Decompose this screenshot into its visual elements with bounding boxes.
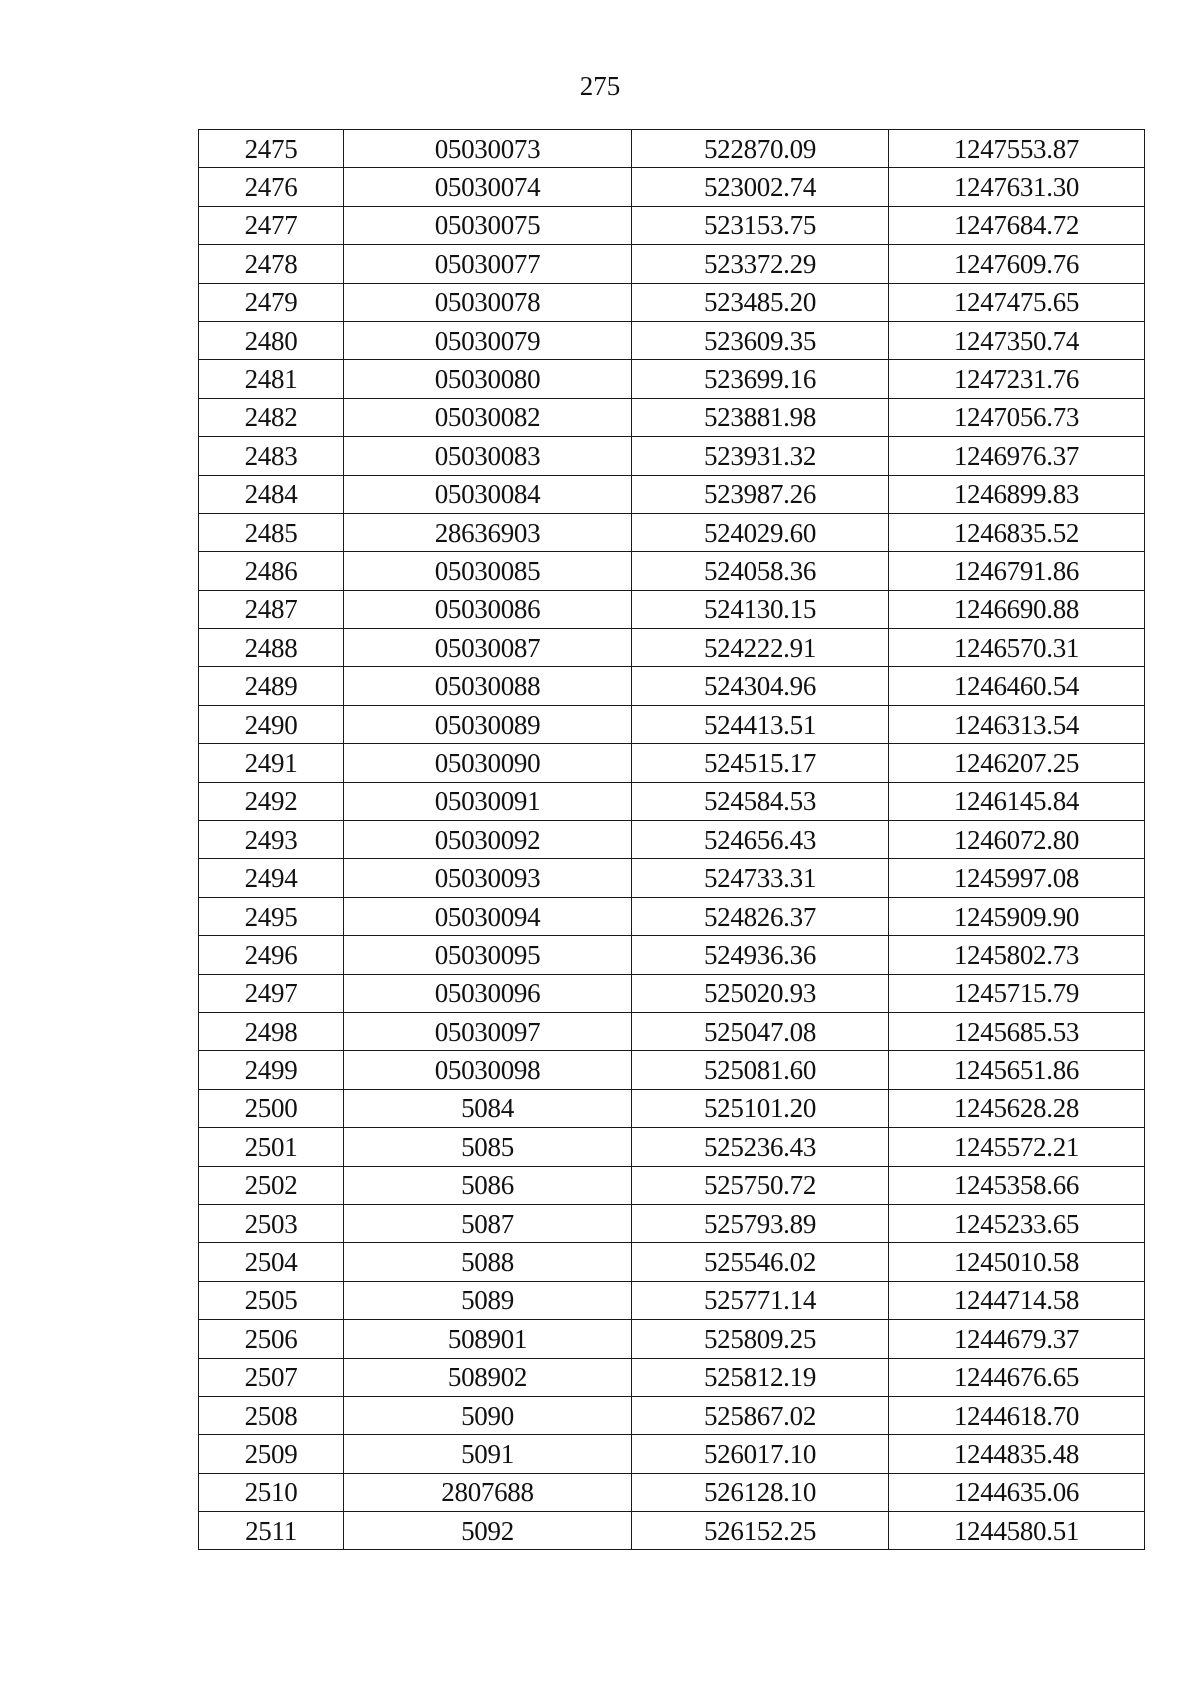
row-number-cell: 2502 bbox=[199, 1166, 344, 1204]
x-coordinate-cell: 525236.43 bbox=[632, 1128, 889, 1166]
y-coordinate-cell: 1247553.87 bbox=[889, 130, 1145, 168]
point-id-cell: 05030074 bbox=[344, 168, 632, 206]
x-coordinate-cell: 524515.17 bbox=[632, 744, 889, 782]
point-id-cell: 05030098 bbox=[344, 1051, 632, 1089]
row-number-cell: 2510 bbox=[199, 1473, 344, 1511]
x-coordinate-cell: 525546.02 bbox=[632, 1243, 889, 1281]
y-coordinate-cell: 1245651.86 bbox=[889, 1051, 1145, 1089]
table-row bbox=[199, 667, 1145, 705]
point-id-cell: 05030089 bbox=[344, 705, 632, 743]
table-row bbox=[199, 1281, 1145, 1319]
row-number-cell: 2509 bbox=[199, 1435, 344, 1473]
y-coordinate-cell: 1245715.79 bbox=[889, 974, 1145, 1012]
y-coordinate-cell: 1245628.28 bbox=[889, 1089, 1145, 1127]
x-coordinate-cell: 523931.32 bbox=[632, 437, 889, 475]
table-row bbox=[199, 245, 1145, 283]
point-id-cell: 5088 bbox=[344, 1243, 632, 1281]
row-number-cell: 2479 bbox=[199, 283, 344, 321]
y-coordinate-cell: 1245909.90 bbox=[889, 897, 1145, 935]
table-row bbox=[199, 552, 1145, 590]
x-coordinate-cell: 524304.96 bbox=[632, 667, 889, 705]
table-row bbox=[199, 398, 1145, 436]
point-id-cell: 5089 bbox=[344, 1281, 632, 1319]
x-coordinate-cell: 525812.19 bbox=[632, 1358, 889, 1396]
y-coordinate-cell: 1245010.58 bbox=[889, 1243, 1145, 1281]
point-id-cell: 05030093 bbox=[344, 859, 632, 897]
row-number-cell: 2500 bbox=[199, 1089, 344, 1127]
table-row bbox=[199, 513, 1145, 551]
row-number-cell: 2478 bbox=[199, 245, 344, 283]
table-row bbox=[199, 1204, 1145, 1242]
table-row bbox=[199, 283, 1145, 321]
y-coordinate-cell: 1246690.88 bbox=[889, 590, 1145, 628]
point-id-cell: 05030082 bbox=[344, 398, 632, 436]
y-coordinate-cell: 1245233.65 bbox=[889, 1204, 1145, 1242]
table-row bbox=[199, 782, 1145, 820]
x-coordinate-cell: 523881.98 bbox=[632, 398, 889, 436]
table-row bbox=[199, 1396, 1145, 1434]
table-row bbox=[199, 859, 1145, 897]
x-coordinate-cell: 525809.25 bbox=[632, 1320, 889, 1358]
point-id-cell: 508901 bbox=[344, 1320, 632, 1358]
x-coordinate-cell: 523002.74 bbox=[632, 168, 889, 206]
table-row bbox=[199, 437, 1145, 475]
y-coordinate-cell: 1247231.76 bbox=[889, 360, 1145, 398]
table-row bbox=[199, 1512, 1145, 1550]
y-coordinate-cell: 1246460.54 bbox=[889, 667, 1145, 705]
table-row bbox=[199, 821, 1145, 859]
page-number: 275 bbox=[579, 71, 621, 101]
row-number-cell: 2497 bbox=[199, 974, 344, 1012]
row-number-cell: 2476 bbox=[199, 168, 344, 206]
point-id-cell: 05030078 bbox=[344, 283, 632, 321]
row-number-cell: 2481 bbox=[199, 360, 344, 398]
row-number-cell: 2506 bbox=[199, 1320, 344, 1358]
y-coordinate-cell: 1244676.65 bbox=[889, 1358, 1145, 1396]
table-row bbox=[199, 168, 1145, 206]
point-id-cell: 05030087 bbox=[344, 629, 632, 667]
y-coordinate-cell: 1247684.72 bbox=[889, 206, 1145, 244]
x-coordinate-cell: 525750.72 bbox=[632, 1166, 889, 1204]
point-id-cell: 05030085 bbox=[344, 552, 632, 590]
x-coordinate-cell: 522870.09 bbox=[632, 130, 889, 168]
row-number-cell: 2493 bbox=[199, 821, 344, 859]
row-number-cell: 2492 bbox=[199, 782, 344, 820]
y-coordinate-cell: 1244618.70 bbox=[889, 1396, 1145, 1434]
x-coordinate-cell: 523987.26 bbox=[632, 475, 889, 513]
y-coordinate-cell: 1244580.51 bbox=[889, 1512, 1145, 1550]
point-id-cell: 05030088 bbox=[344, 667, 632, 705]
point-id-cell: 5090 bbox=[344, 1396, 632, 1434]
x-coordinate-cell: 524936.36 bbox=[632, 936, 889, 974]
y-coordinate-cell: 1246899.83 bbox=[889, 475, 1145, 513]
y-coordinate-cell: 1247609.76 bbox=[889, 245, 1145, 283]
point-id-cell: 28636903 bbox=[344, 513, 632, 551]
point-id-cell: 05030079 bbox=[344, 321, 632, 359]
row-number-cell: 2488 bbox=[199, 629, 344, 667]
row-number-cell: 2485 bbox=[199, 513, 344, 551]
y-coordinate-cell: 1244835.48 bbox=[889, 1435, 1145, 1473]
row-number-cell: 2495 bbox=[199, 897, 344, 935]
point-id-cell: 2807688 bbox=[344, 1473, 632, 1511]
x-coordinate-cell: 525101.20 bbox=[632, 1089, 889, 1127]
table-row bbox=[199, 1320, 1145, 1358]
table-row bbox=[199, 1089, 1145, 1127]
x-coordinate-cell: 524733.31 bbox=[632, 859, 889, 897]
row-number-cell: 2501 bbox=[199, 1128, 344, 1166]
row-number-cell: 2499 bbox=[199, 1051, 344, 1089]
table-row bbox=[199, 206, 1145, 244]
point-id-cell: 508902 bbox=[344, 1358, 632, 1396]
coordinates-table-body bbox=[199, 130, 1145, 1550]
point-id-cell: 05030073 bbox=[344, 130, 632, 168]
table-row bbox=[199, 936, 1145, 974]
row-number-cell: 2477 bbox=[199, 206, 344, 244]
x-coordinate-cell: 524656.43 bbox=[632, 821, 889, 859]
point-id-cell: 5086 bbox=[344, 1166, 632, 1204]
y-coordinate-cell: 1245685.53 bbox=[889, 1012, 1145, 1050]
table-row bbox=[199, 1166, 1145, 1204]
row-number-cell: 2491 bbox=[199, 744, 344, 782]
x-coordinate-cell: 526128.10 bbox=[632, 1473, 889, 1511]
point-id-cell: 05030083 bbox=[344, 437, 632, 475]
point-id-cell: 05030077 bbox=[344, 245, 632, 283]
x-coordinate-cell: 523485.20 bbox=[632, 283, 889, 321]
y-coordinate-cell: 1247056.73 bbox=[889, 398, 1145, 436]
y-coordinate-cell: 1247631.30 bbox=[889, 168, 1145, 206]
row-number-cell: 2475 bbox=[199, 130, 344, 168]
y-coordinate-cell: 1247475.65 bbox=[889, 283, 1145, 321]
y-coordinate-cell: 1246791.86 bbox=[889, 552, 1145, 590]
point-id-cell: 05030080 bbox=[344, 360, 632, 398]
y-coordinate-cell: 1245572.21 bbox=[889, 1128, 1145, 1166]
table-row bbox=[199, 1473, 1145, 1511]
row-number-cell: 2486 bbox=[199, 552, 344, 590]
row-number-cell: 2505 bbox=[199, 1281, 344, 1319]
y-coordinate-cell: 1245997.08 bbox=[889, 859, 1145, 897]
x-coordinate-cell: 525081.60 bbox=[632, 1051, 889, 1089]
row-number-cell: 2484 bbox=[199, 475, 344, 513]
table-row bbox=[199, 1128, 1145, 1166]
row-number-cell: 2508 bbox=[199, 1396, 344, 1434]
table-row bbox=[199, 1243, 1145, 1281]
point-id-cell: 5085 bbox=[344, 1128, 632, 1166]
x-coordinate-cell: 524413.51 bbox=[632, 705, 889, 743]
x-coordinate-cell: 524826.37 bbox=[632, 897, 889, 935]
table-row bbox=[199, 1435, 1145, 1473]
table-row bbox=[199, 590, 1145, 628]
point-id-cell: 5084 bbox=[344, 1089, 632, 1127]
point-id-cell: 05030086 bbox=[344, 590, 632, 628]
point-id-cell: 05030091 bbox=[344, 782, 632, 820]
y-coordinate-cell: 1247350.74 bbox=[889, 321, 1145, 359]
y-coordinate-cell: 1244679.37 bbox=[889, 1320, 1145, 1358]
x-coordinate-cell: 523153.75 bbox=[632, 206, 889, 244]
y-coordinate-cell: 1246835.52 bbox=[889, 513, 1145, 551]
row-number-cell: 2494 bbox=[199, 859, 344, 897]
row-number-cell: 2490 bbox=[199, 705, 344, 743]
table-row bbox=[199, 475, 1145, 513]
row-number-cell: 2480 bbox=[199, 321, 344, 359]
x-coordinate-cell: 524130.15 bbox=[632, 590, 889, 628]
point-id-cell: 5087 bbox=[344, 1204, 632, 1242]
x-coordinate-cell: 525771.14 bbox=[632, 1281, 889, 1319]
y-coordinate-cell: 1245802.73 bbox=[889, 936, 1145, 974]
x-coordinate-cell: 526152.25 bbox=[632, 1512, 889, 1550]
y-coordinate-cell: 1246976.37 bbox=[889, 437, 1145, 475]
x-coordinate-cell: 526017.10 bbox=[632, 1435, 889, 1473]
x-coordinate-cell: 525047.08 bbox=[632, 1012, 889, 1050]
point-id-cell: 5092 bbox=[344, 1512, 632, 1550]
table-row bbox=[199, 1012, 1145, 1050]
table-row bbox=[199, 321, 1145, 359]
y-coordinate-cell: 1246313.54 bbox=[889, 705, 1145, 743]
row-number-cell: 2496 bbox=[199, 936, 344, 974]
row-number-cell: 2487 bbox=[199, 590, 344, 628]
y-coordinate-cell: 1245358.66 bbox=[889, 1166, 1145, 1204]
table-row bbox=[199, 897, 1145, 935]
row-number-cell: 2504 bbox=[199, 1243, 344, 1281]
table-row bbox=[199, 705, 1145, 743]
y-coordinate-cell: 1244714.58 bbox=[889, 1281, 1145, 1319]
x-coordinate-cell: 523372.29 bbox=[632, 245, 889, 283]
point-id-cell: 05030090 bbox=[344, 744, 632, 782]
x-coordinate-cell: 524029.60 bbox=[632, 513, 889, 551]
table-row bbox=[199, 1358, 1145, 1396]
point-id-cell: 05030096 bbox=[344, 974, 632, 1012]
point-id-cell: 05030095 bbox=[344, 936, 632, 974]
x-coordinate-cell: 525020.93 bbox=[632, 974, 889, 1012]
row-number-cell: 2507 bbox=[199, 1358, 344, 1396]
row-number-cell: 2489 bbox=[199, 667, 344, 705]
row-number-cell: 2482 bbox=[199, 398, 344, 436]
row-number-cell: 2498 bbox=[199, 1012, 344, 1050]
x-coordinate-cell: 524584.53 bbox=[632, 782, 889, 820]
point-id-cell: 05030092 bbox=[344, 821, 632, 859]
table-row bbox=[199, 744, 1145, 782]
table-row bbox=[199, 629, 1145, 667]
row-number-cell: 2503 bbox=[199, 1204, 344, 1242]
x-coordinate-cell: 524058.36 bbox=[632, 552, 889, 590]
point-id-cell: 05030075 bbox=[344, 206, 632, 244]
y-coordinate-cell: 1246145.84 bbox=[889, 782, 1145, 820]
point-id-cell: 05030094 bbox=[344, 897, 632, 935]
point-id-cell: 05030084 bbox=[344, 475, 632, 513]
point-id-cell: 5091 bbox=[344, 1435, 632, 1473]
x-coordinate-cell: 524222.91 bbox=[632, 629, 889, 667]
x-coordinate-cell: 523609.35 bbox=[632, 321, 889, 359]
table-row bbox=[199, 1051, 1145, 1089]
row-number-cell: 2511 bbox=[199, 1512, 344, 1550]
table-row bbox=[199, 360, 1145, 398]
table-row bbox=[199, 130, 1145, 168]
x-coordinate-cell: 523699.16 bbox=[632, 360, 889, 398]
y-coordinate-cell: 1246072.80 bbox=[889, 821, 1145, 859]
y-coordinate-cell: 1244635.06 bbox=[889, 1473, 1145, 1511]
y-coordinate-cell: 1246207.25 bbox=[889, 744, 1145, 782]
coordinates-table bbox=[198, 129, 1145, 1550]
x-coordinate-cell: 525867.02 bbox=[632, 1396, 889, 1434]
point-id-cell: 05030097 bbox=[344, 1012, 632, 1050]
row-number-cell: 2483 bbox=[199, 437, 344, 475]
y-coordinate-cell: 1246570.31 bbox=[889, 629, 1145, 667]
table-row bbox=[199, 974, 1145, 1012]
x-coordinate-cell: 525793.89 bbox=[632, 1204, 889, 1242]
